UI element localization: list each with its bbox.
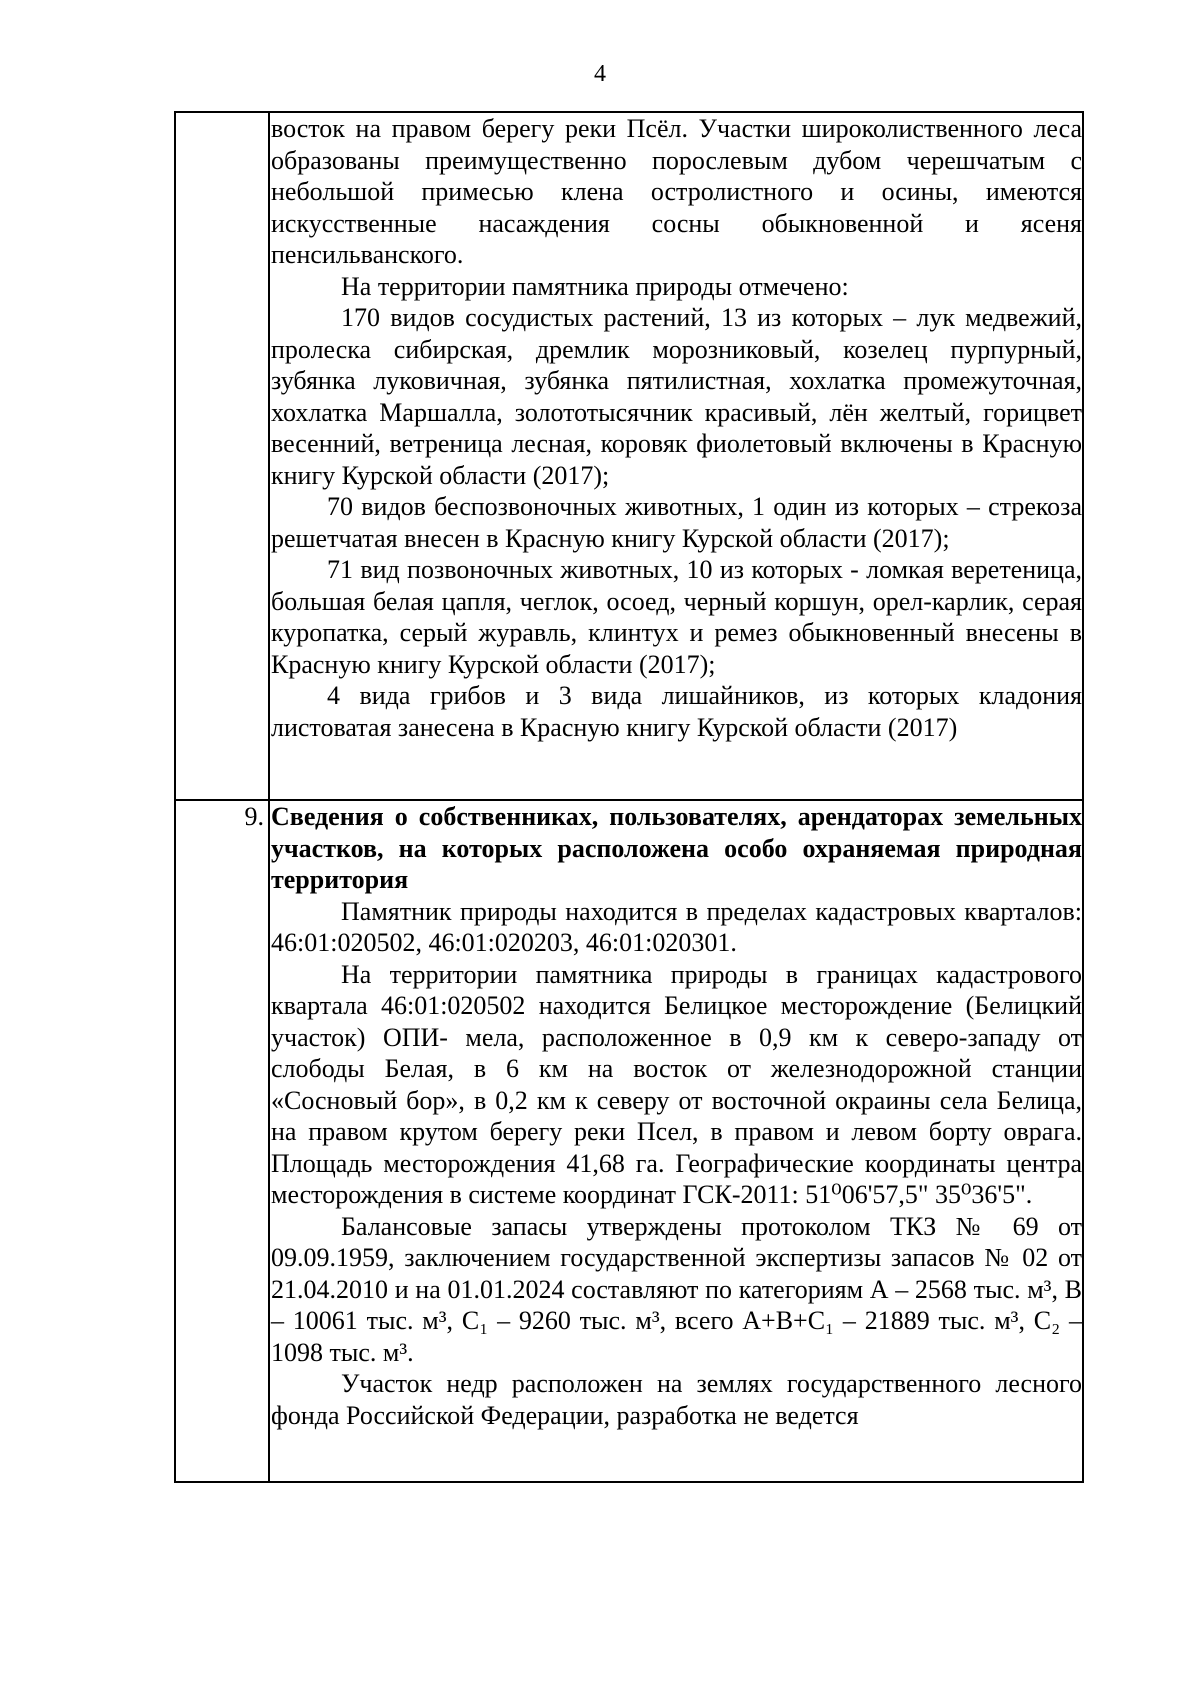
- paragraph: Балансовые запасы утверждены протоколом ТКЗ № 69 от 09.09.1959, заключением государственной экспертизы запасов № 02 от 21.04.2010 и на 01.01.2024 составляют по категориям А – 2568 тыс. м³, В – 10061 тыс. м³, С₁ – 9260 тыс. м³, всего А+В+С₁ – 21889 тыс. м³, С₂ – 1098 тыс. м³.: [271, 1211, 1082, 1367]
- paragraph: Памятник природы находится в пределах кадастровых кварталов: 46:01:020502, 46:01:020203, 46:01:020301.: [271, 896, 1082, 957]
- table-row: [175, 800, 1083, 1482]
- paragraph: 170 видов сосудистых растений, 13 из которых – лук медвежий, пролеска сибирская, дремлик морозниковый, козелец пурпурный, зубянка луковичная, зубянка пятилистная, хохлатка промежуточная, хохлатка Маршалла, золототысячник красивый, лён желтый, горицвет весенний, ветреница лесная, коровяк фиолетовый включены в Красную книгу Курской области (2017);: [271, 303, 1082, 490]
- section-heading: Сведения о собственниках, пользователях, арендаторах земельных участков, на которых расположена особо охраняемая природная территория: [271, 802, 1082, 894]
- row-number-cell: 9.: [175, 800, 269, 1482]
- paragraph: 4 вида грибов и 3 вида лишайников, из которых кладония листоватая занесена в Красную книгу Курской области (2017): [271, 681, 1082, 742]
- row-number-cell: [175, 112, 269, 800]
- paragraph: 71 вид позвоночных животных, 10 из которых - ломкая веретеница, большая белая цапля, чеглок, осоед, черный коршун, орел-карлик, серая куропатка, серый журавль, клинтух и ремез обыкновенный внесены в Красную книгу Курской области (2017);: [271, 555, 1082, 679]
- row-text-cell: [269, 800, 1083, 1482]
- page-number: 4: [594, 61, 606, 87]
- table-row: [175, 112, 1083, 800]
- paragraph: На территории памятника природы отмечено:: [341, 271, 849, 301]
- row-text-cell: [269, 112, 1083, 800]
- paragraph: Участок недр расположен на землях государственного лесного фонда Российской Федерации, разработка не ведется: [271, 1369, 1082, 1430]
- content-table: [174, 111, 1084, 1483]
- paragraph: восток на правом берегу реки Псёл. Участки широколиственного леса образованы преимущественно порослевым дубом черешчатым с небольшой примесью клена остролистного и осины, имеются искусственные насаждения сосны обыкновенной и ясеня пенсильванского.: [271, 114, 1082, 269]
- paragraph: 70 видов беспозвоночных животных, 1 один из которых – стрекоза решетчатая внесен в Красную книгу Курской области (2017);: [271, 492, 1082, 553]
- paragraph-block: [271, 801, 1082, 1431]
- paragraph: На территории памятника природы в границах кадастрового квартала 46:01:020502 находится Белицкое месторождение (Белицкий участок) ОПИ- мела, расположенное в 0,9 км к северо-западу от слободы Белая, в 6 км на восток от железнодорожной станции «Сосновый бор», в 0,2 км к северу от восточной окраины села Белица, на правом крутом берегу реки Псел, в правом и левом борту оврага. Площадь месторождения 41,68 га. Географические координаты центра месторождения в системе координат ГСК-2011: 51⁰06'57,5" 35⁰36'5".: [271, 959, 1082, 1209]
- paragraph-block: [271, 113, 1082, 743]
